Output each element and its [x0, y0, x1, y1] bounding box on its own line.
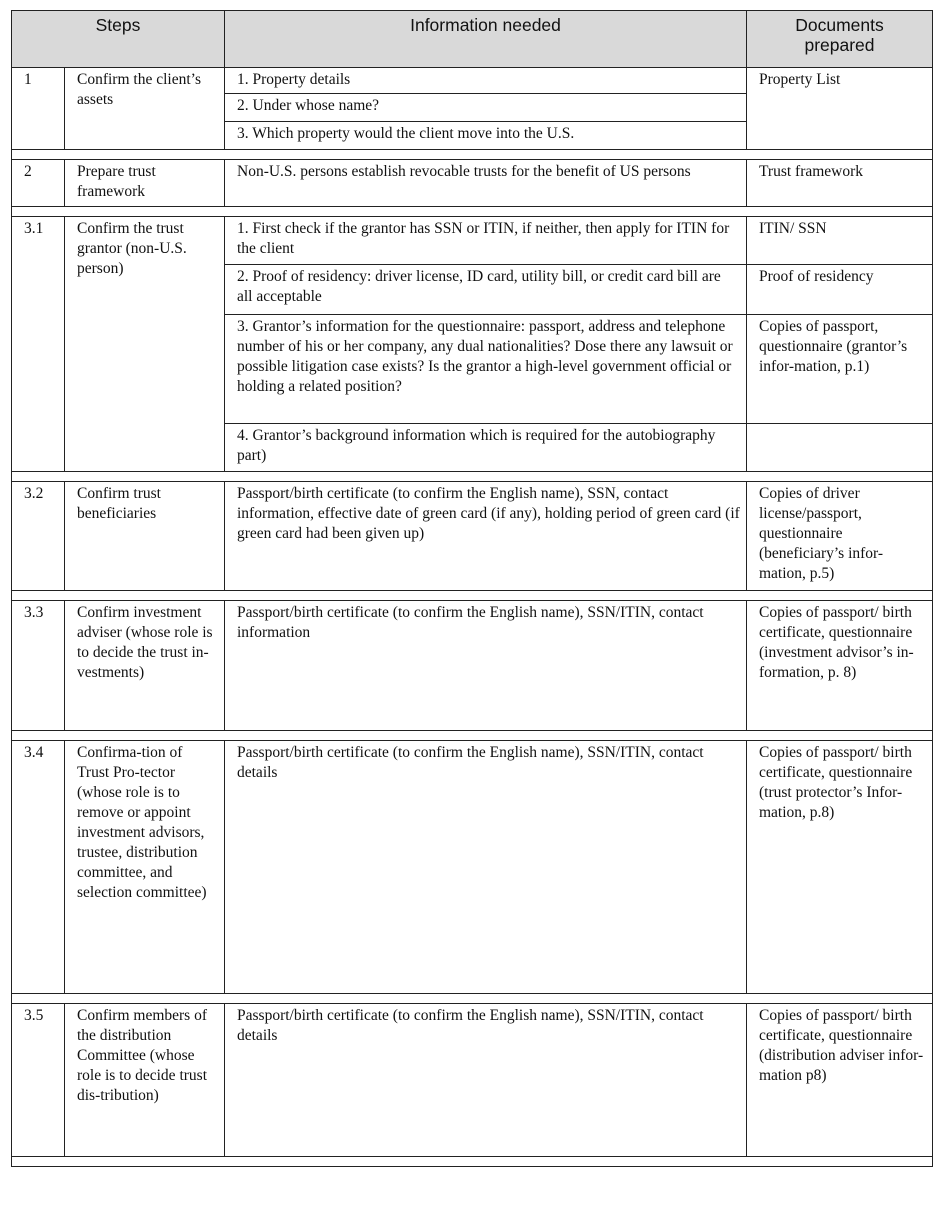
step-number: 2	[12, 160, 65, 207]
table-row	[12, 217, 933, 265]
info-cell: 1. First check if the grantor has SSN or ITIN, if neither, then apply for ITIN for the client	[225, 217, 747, 265]
header-docs-line1: Documents	[795, 15, 884, 35]
document-cell: Trust framework	[747, 160, 933, 207]
document-cell: Copies of passport/ birth certificate, questionnaire (distribution adviser infor-mation p8)	[747, 1004, 933, 1157]
header-documents-prepared	[747, 11, 933, 68]
step-number: 1	[12, 68, 65, 150]
document-cell: Proof of residency	[747, 265, 933, 315]
info-cell: Passport/birth certificate (to confirm the English name), SSN/ITIN, contact details	[225, 741, 747, 994]
document-cell: Property List	[747, 68, 933, 150]
header-information-needed: Information needed	[225, 11, 747, 68]
table-row	[12, 601, 933, 731]
header-docs-line2: prepared	[804, 35, 875, 55]
table-row	[12, 68, 933, 94]
info-cell: Passport/birth certificate (to confirm the English name), SSN, contact information, effective date of green card (if any), holding period of green card (if green card had been given up)	[225, 482, 747, 591]
info-cell: 1. Property details	[225, 68, 747, 94]
info-cell: Non-U.S. persons establish revocable trusts for the benefit of US persons	[225, 160, 747, 207]
spacer-row	[12, 207, 933, 217]
step-description: Confirm members of the distribution Committee (whose role is to decide trust dis-tribution)	[65, 1004, 225, 1157]
document-cell: Copies of passport/ birth certificate, questionnaire (trust protector’s Infor-mation, p.8)	[747, 741, 933, 994]
info-cell: 4. Grantor’s background information which is required for the autobiography part)	[225, 424, 747, 472]
document-cell: Copies of passport, questionnaire (grantor’s infor-mation, p.1)	[747, 315, 933, 424]
info-cell: Passport/birth certificate (to confirm the English name), SSN/ITIN, contact details	[225, 1004, 747, 1157]
step-number: 3.3	[12, 601, 65, 731]
info-cell: 3. Grantor’s information for the questionnaire: passport, address and telephone number of his or her company, any dual nationalities? Dose there any lawsuit or possible litigation case exists? Is the grantor a high-level government official or holding a related position?	[225, 315, 747, 424]
document-cell: Copies of driver license/passport, questionnaire (beneficiary’s infor-mation, p.5)	[747, 482, 933, 591]
step-description: Confirm trust beneficiaries	[65, 482, 225, 591]
header-steps: Steps	[12, 11, 225, 68]
table-row	[12, 160, 933, 207]
table-row	[12, 1004, 933, 1157]
info-cell: Passport/birth certificate (to confirm the English name), SSN/ITIN, contact information	[225, 601, 747, 731]
spacer-row	[12, 591, 933, 601]
header-row	[12, 11, 933, 68]
info-cell: 3. Which property would the client move into the U.S.	[225, 122, 747, 150]
spacer-row	[12, 731, 933, 741]
document-cell: ITIN/ SSN	[747, 217, 933, 265]
step-number: 3.5	[12, 1004, 65, 1157]
document-cell	[747, 424, 933, 472]
step-number: 3.4	[12, 741, 65, 994]
step-description: Prepare trust framework	[65, 160, 225, 207]
step-number: 3.1	[12, 217, 65, 472]
spacer-row	[12, 994, 933, 1004]
table-row	[12, 741, 933, 994]
step-description: Confirm investment adviser (whose role is to decide the trust in-vestments)	[65, 601, 225, 731]
spacer-row	[12, 472, 933, 482]
step-description: Confirma-tion of Trust Pro-tector (whose role is to remove or appoint investment advisors, trustee, distribution committee, and selection committee)	[65, 741, 225, 994]
info-cell: 2. Under whose name?	[225, 94, 747, 122]
spacer-row	[12, 1157, 933, 1167]
table-row	[12, 482, 933, 591]
document-cell: Copies of passport/ birth certificate, questionnaire (investment advisor’s in-formation, p. 8)	[747, 601, 933, 731]
step-number: 3.2	[12, 482, 65, 591]
steps-table	[11, 10, 933, 1167]
step-description: Confirm the client’s assets	[65, 68, 225, 150]
spacer-row	[12, 150, 933, 160]
step-description: Confirm the trust grantor (non-U.S. person)	[65, 217, 225, 472]
info-cell: 2. Proof of residency: driver license, ID card, utility bill, or credit card bill are all acceptable	[225, 265, 747, 315]
